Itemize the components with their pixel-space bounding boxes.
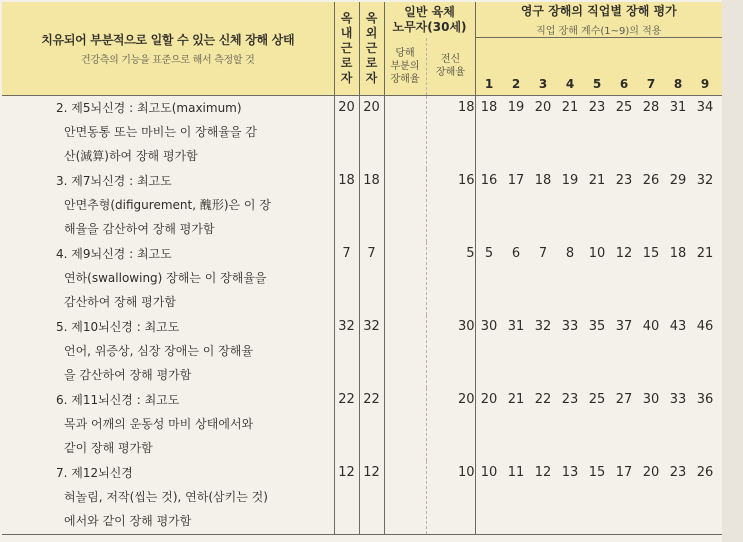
job-values: 16 17 18 19 21 23 26 29 32 [480,172,714,188]
partial-rate-value [384,242,426,315]
header-jobs-title: 영구 장해의 직업별 장해 평가 [520,4,677,18]
job-values: 30 31 32 33 35 37 40 43 46 [480,318,714,334]
row-description: 5. 제10뇌신경 : 최고도 언어, 위증상, 심장 장애는 이 장해율 을 감산하여 장해 평가함 [2,315,334,388]
table-row [2,169,722,242]
outer-worker-value: 18 [359,169,384,242]
job-number: 1 [484,77,494,91]
inner-worker-value: 20 [334,96,359,169]
partial-rate-value [384,461,426,535]
table-row [2,242,722,315]
inner-worker-value: 22 [334,388,359,461]
row-description: 6. 제11뇌신경 : 최고도 목과 어깨의 운동성 마비 상태에서와 같이 장해 평가함 [2,388,334,461]
whole-rate-value: 16 [426,169,475,242]
header-inner-worker: 옥 내 근 로 자 [334,2,359,96]
row-description: 3. 제7뇌신경 : 최고도 안면추형(difigurement, 醜形)은 이 장 해율을 감산하여 장해 평가함 [2,169,334,242]
job-number: 8 [673,77,683,91]
header-title: 치유되어 부분적으로 일할 수 있는 신체 장해 상태 [41,33,295,47]
inner-worker-value: 7 [334,242,359,315]
outer-worker-value: 12 [359,461,384,535]
outer-worker-value: 32 [359,315,384,388]
row-description: 7. 제12뇌신경 혀놀림, 저작(씹는 것), 연하(삼키는 것) 에서와 같이 장해 평가함 [2,461,334,535]
header-jobs-cell [475,2,722,38]
whole-rate-value: 18 [426,96,475,169]
header-title-cell [2,2,334,96]
whole-rate-value: 10 [426,461,475,535]
job-number: 2 [511,77,521,91]
job-number: 4 [565,77,575,91]
disability-table [2,2,722,535]
partial-rate-value [384,315,426,388]
table-row [2,96,722,169]
header-partial-rate: 당해 부분의 장해율 [384,38,426,96]
job-number: 5 [592,77,602,91]
outer-worker-value: 22 [359,388,384,461]
inner-worker-value: 32 [334,315,359,388]
whole-rate-value: 5 [426,242,475,315]
header-general-worker [384,2,475,38]
header-jobs-subtitle: 직업 장해 계수(1~9)의 적용 [536,26,662,37]
partial-rate-value [384,96,426,169]
header-subtitle: 건강측의 기능을 표준으로 해서 측정할 것 [80,55,255,66]
header-whole-rate: 전신 장해율 [426,38,475,96]
job-number: 6 [619,77,629,91]
job-number: 9 [700,77,710,91]
job-number: 7 [646,77,656,91]
whole-rate-value: 20 [426,388,475,461]
table-row [2,461,722,535]
page-margin [722,0,743,542]
row-description: 4. 제9뇌신경 : 최고도 연하(swallowing) 장해는 이 장해율을 감산하여 장해 평가함 [2,242,334,315]
table-row [2,388,722,461]
table-row [2,315,722,388]
outer-worker-value: 7 [359,242,384,315]
outer-worker-value: 20 [359,96,384,169]
partial-rate-value [384,388,426,461]
job-values: 20 21 22 23 25 27 30 33 36 [480,391,714,407]
inner-worker-value: 18 [334,169,359,242]
inner-worker-value: 12 [334,461,359,535]
partial-rate-value [384,169,426,242]
header-outer-worker: 옥 외 근 로 자 [359,2,384,96]
header-general-title2: 노무자(30세) [392,19,467,34]
whole-rate-value: 30 [426,315,475,388]
job-values: 5 6 7 8 10 12 15 18 21 [484,245,714,261]
header-general-title: 일반 육체 [404,4,455,19]
job-values: 10 11 12 13 15 17 20 23 26 [475,461,722,535]
header-job-numbers [475,38,722,96]
row-description: 2. 제5뇌신경 : 최고도(maximum) 안면동통 또는 마비는 이 장해율을 감 산(減算)하여 장해 평가함 [2,96,334,169]
job-values: 18 19 20 21 23 25 28 31 34 [480,100,714,115]
job-number: 3 [538,77,548,91]
